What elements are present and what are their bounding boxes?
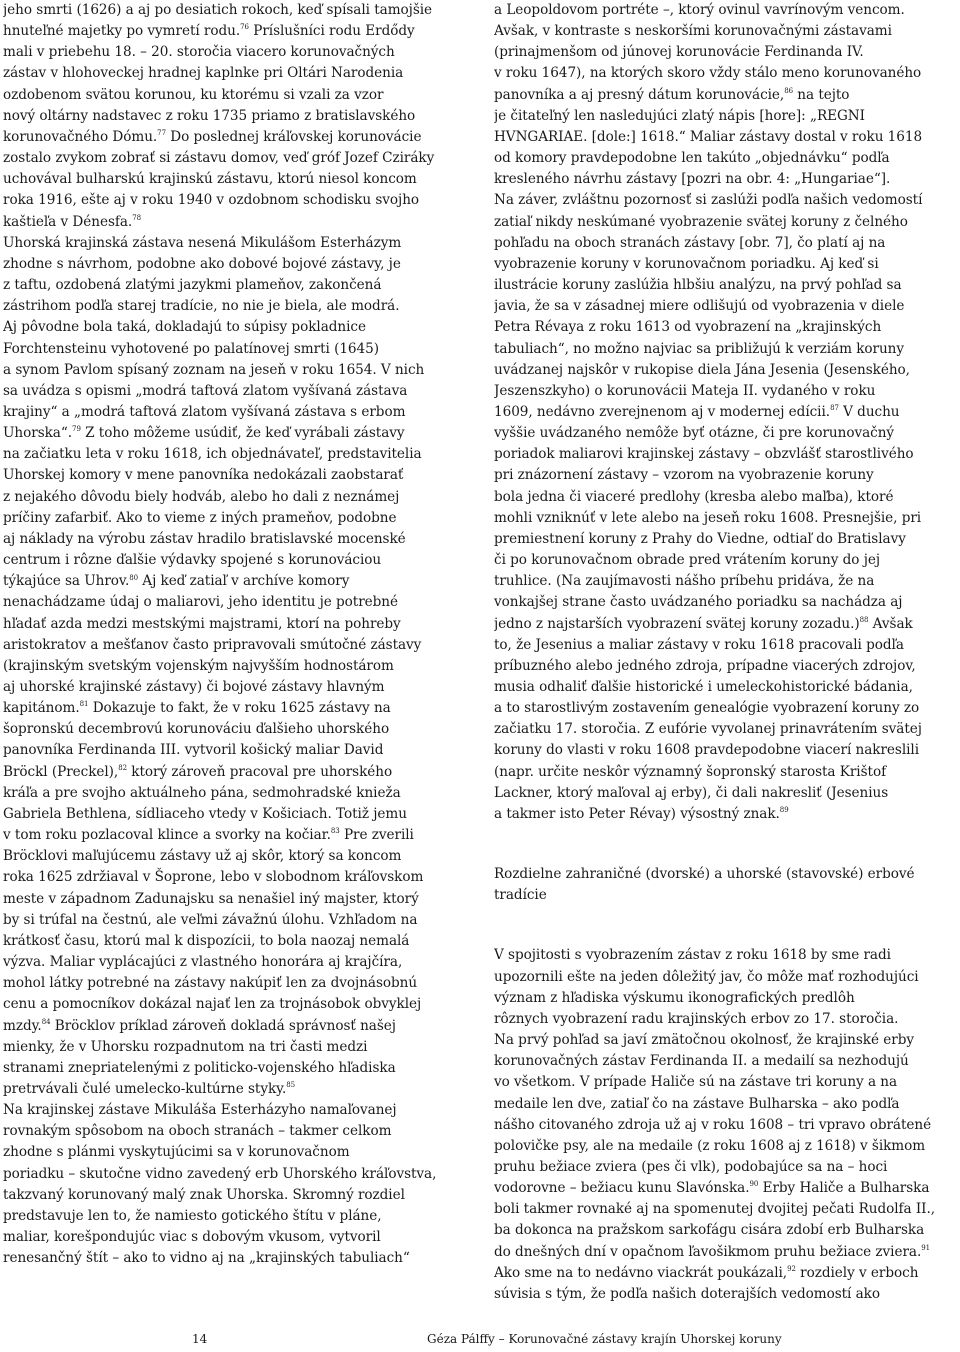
text-run: Dokazuje to fakt, že v roku 1625 zástavy na šopronskú decembrovú korunováciu ďalšieho uhorského panovníka Ferdinanda III. vytvoril košický maliar David Bröckl (Preckel), — [3, 700, 391, 780]
footnote-ref[interactable]: 92 — [787, 1265, 796, 1274]
paragraph — [3, 233, 469, 1100]
footnote-ref[interactable]: 89 — [779, 806, 789, 815]
text-run: Do poslednej kráľovskej korunovácie zostalo zvykom zobrať si zástavu domov, veď gróf Jozef Cziráky uchovával bulharskú krajinskú zástavu, ktorú niesol koncom roka 1916, ešte aj v roku 1940 v ozdobnom schodisku svojho kaštieľa v Dénesfa. — [3, 128, 435, 230]
text-run: ktorý zároveň pracoval pre uhorského kráľa a pre svojho aktuálneho pána, sedmohradské knieža Gabriela Bethlena, sídliaceho vtedy v Košiciach. Totiž jemu v tom roku pozlacoval klince a svorky na kočiar. — [3, 763, 407, 844]
text-run: Na krajinskej zástave Mikuláša Esterházyho namaľovanej rovnakým spôsobom na oboch stranách – takmer celkom zhodne s plánmi vyskytujúcimi sa v korunovačnom poriadku – skutočne vidno zavedený erb Uhorského kráľovstva, takzvaný korunovaný malý znak Uhorska. Skromný rozdiel predstavuje len to, že namiesto gotického štítu v pláne, maliar, korešpondujúc viac s dobovým vkusom, vytvoril renesančný štít – ako to vidno aj na „krajinských tabuliach“ — [3, 1102, 437, 1267]
page-number: 14 — [192, 1332, 208, 1346]
page-footer — [0, 1332, 960, 1352]
spacer — [494, 906, 958, 945]
text-run: Erby Haliče a Bulharska boli takmer rovnaké aj na spomenutej dvojitej pečati Rudolfa II., ba dokonca na pražskom sarkofágu cisára zdobí erb Bulharska do dnešných dní v opačnom ľavošikmom pruhu bežiace zviera. — [494, 1180, 936, 1260]
right-column — [494, 0, 958, 1305]
footnote-ref[interactable]: 87 — [830, 404, 839, 413]
footnote-ref[interactable]: 83 — [330, 827, 340, 836]
footnote-ref[interactable]: 76 — [240, 23, 249, 32]
text-run: Ako sme na to nedávno viackrát poukázali, — [494, 1264, 788, 1281]
left-column — [3, 0, 469, 1269]
paragraph — [3, 1100, 469, 1269]
text-run: Bröcklov príklad zároveň dokladá správnosť našej mienky, že v Uhorsku rozpadnutom na tri časti medzi stranami znepriatelenými z politicko-vojenského hľadiska pretrvávali čulé umelecko-kultúrne styky. — [3, 1017, 396, 1097]
footnote-ref[interactable]: 82 — [118, 763, 128, 772]
text-run: na tejto je čitateľný len nasledujúci zlatý nápis [hore]: „REGNI HVNGARIAE. [dole:] 1618.“ Maliar zástavy dostal v roku 1618 od komory pravdepodobne len takúto „objednávku“ podľa kresleného návrhu zástavy [pozri na obr. 4: „Hungariae“]. Na záver, zvláštnu pozornosť si zaslúži podľa našich vedomostí zatiaľ nikdy neskúmané vyobrazenie svätej koruny z čelného pohľadu na oboch stranách zástavy [obr. 7], čo platí aj na vyobrazenie koruny v korunovačnom poriadku. Aj keď si ilustrácie koruny zaslúžia hlbšiu analýzu, na prvý pohľad sa javia, že sa v zásadnej miere odlišujú od vyobrazenia v diele Petra Révaya z roku 1613 od vyobrazení na „krajinských tabuliach“, no možno najviac sa približujú k verziám koruny uvádzanej najskôr v rukopise diela Jána Jesenia (Jesenského, Jeszenszkyho) o korunovácii Mateja II. vydaného v roku 1609, nedávno zverejnenom aj v modernej edícii. — [494, 86, 923, 420]
paragraph — [3, 0, 469, 233]
text-run: Pre zverili Bröcklovi maľujúcemu zástavy už aj skôr, ktorý sa koncom roka 1625 zdržiaval v Šoprone, lebo v slobodnom kráľovskom meste v západnom Zadunajsku sa nenašiel iný majster, ktorý by si trúfal na čestnú, ale veľmi závažnú úlohu. Vzhľadom na krátkosť času, ktorú mal k dispozícii, to bola naozaj nemalá výzva. Maliar vyplácajúci z vlastného honorára aj krajčíra, mohol látky potrebné na zástavy nakúpiť len za dvojnásobnú cenu a pomocníkov dokázal najať len za trojnásobok obvyklej mzdy. — [3, 827, 424, 1034]
text-run: Avšak to, že Jesenius a maliar zástavy v roku 1618 pracovali podľa príbuzného alebo jedného zdroja, prípadne viacerých zdrojov, musia odhaliť ďalšie historické i umeleckohistorické bádania, a to starostlivým zostavením genealógie vyobrazení koruny zo začiatku 17. storočia. Z eufórie vyvolanej prinavrátením svätej koruny do vlasti v roku 1608 pravdepodobne viacerí nakreslili (napr. určite neskôr významný šopronský starosta Krištof Lackner, ktorý maľoval aj erby), či dali nakresliť (Jesenius a takmer isto Peter Révay) výsostný znak. — [494, 615, 922, 822]
text-run: V spojitosti s vyobrazením zástav z roku 1618 by sme radi upozornili ešte na jeden dôležitý jav, čo môže mať rozhodujúci význam z hľadiska výskumu ikonografických predlôh rôznych vyobrazení radu krajinských erbov zo 17. storočia. Na prvý pohľad sa javí zmätočnou okolnosť, že krajinské erby korunovačných zástav Ferdinanda II. a medailí sa nezhodujú vo všetkom. V prípade Haliče sú na zástave tri koruny a na medaile len dve, zatiaľ čo na zástave Bulharska – ako podľa nášho citovaného zdroja už aj v roku 1608 – tri vpravo obrátené polovičke psy, ale na medaile (z roku 1608 aj z 1618) v šikmom pruhu bežiace zviera (pes či vlk), podobajúce sa na – hoci vodorovne – bežiacu kunu Slavónska. — [494, 947, 932, 1197]
text-run: a Leopoldovom portréte –, ktorý ovinul vavrínovým vencom. Avšak, v kontraste s neskoršími korunovačnými zástavami (prinajmenšom od júnovej korunovácie Ferdinanda IV. v roku 1647), na ktorých skoro vždy stálo meno korunovaného panovníka a aj presný dátum korunovácie, — [494, 2, 922, 103]
paragraph — [494, 0, 958, 825]
text-run: Uhorská krajinská zástava nesená Mikulášom Esterházym zhodne s návrhom, podobne ako dobové bojové zástavy, je z taftu, ozdobená zlatými jazykmi plameňov, zakončená zástrihom podľa starej tradície, no nie je biela, ale modrá. Aj pôvodne bola taká, dokladajú to súpisy pokladnice Forchtensteinu vyhotovené po palatínovej smrti (1645) a synom Pavlom spísaný zoznam na jeseň v roku 1654. V nich sa uvádza s opismi „modrá taftová zlatom vyšívaná zástava krajiny“ a „modrá taftová zlatom vyšívaná zástava s erbom Uhorska“. — [3, 234, 425, 442]
text-run: Aj keď zatiaľ v archíve komory nenachádzame údaj o maliarovi, jeho identitu je potrebné hľadať azda medzi mestskými majstrami, ktorí na pohreby aristokratov a mešťanov často pripravovali smútočné zástavy (krajinským svetským vojenským najvyšším hodnostárom aj uhorské krajinské zástavy) či bojové zástavy hlavným kapitánom. — [3, 573, 422, 717]
footnote-ref[interactable]: 80 — [129, 573, 139, 582]
text-run: rozdiely v erboch súvisia s tým, že podľa našich doterajších vedomostí ako — [494, 1264, 919, 1302]
footnote-ref[interactable]: 84 — [41, 1017, 51, 1026]
footnote-ref[interactable]: 79 — [72, 425, 81, 434]
running-title: Géza Pálffy – Korunovačné zástavy krajín Uhorskej koruny — [427, 1332, 782, 1346]
footnote-ref[interactable]: 81 — [79, 700, 89, 709]
footnote-ref[interactable]: 86 — [784, 86, 794, 95]
footnote-ref[interactable]: 88 — [859, 615, 869, 624]
section-heading: Rozdielne zahraničné (dvorské) a uhorské (stavovské) erbové tradície — [494, 866, 915, 904]
paragraph — [494, 945, 958, 1305]
text-run: jeho smrti (1626) a aj po desiatich rokoch, keď spísali tamojšie hnuteľné majetky po vymretí rodu. — [3, 2, 433, 40]
footnote-ref[interactable]: 90 — [749, 1180, 759, 1189]
text-run: Príslušníci rodu Erdődy mali v priebehu 18. – 20. storočia viacero korunovačných zástav v hlohoveckej hradnej kaplnke pri Oltári Narodenia ozdobenom svätou korunou, ku ktorému si vzali za vzor nový oltárny nadstavec z roku 1735 priamo z bratislavského korunovačného Dómu. — [3, 23, 416, 145]
spacer — [494, 825, 958, 864]
footnote-ref[interactable]: 85 — [286, 1081, 296, 1090]
text-run: V duchu vyššie uvádzaného nemôže byť otázne, či pre korunovačný poriadok maliarovi krajinskej zástavy – obzvlášť starostlivého pri znázornení zástavy – vzorom na vyobrazenie koruny bola jedna či viaceré predlohy (kresba alebo maľba), ktoré mohli vzniknúť v lete alebo na jeseň roku 1608. Presnejšie, pri premiestnení koruny z Prahy do Viedne, odtiaľ do Bratislavy či po korunovačnom obrade pred vrátením koruny do jej truhlice. (Na zaujímavosti nášho príbehu pridáva, že na vonkajšej strane často uvádzaného poriadku sa nachádza aj jedno z najstarších vyobrazení svätej koruny zozadu.) — [494, 403, 922, 632]
footnote-ref[interactable]: 77 — [157, 129, 166, 138]
text-run: Z toho môžeme usúdiť, že keď vyrábali zástavy na začiatku leta v roku 1618, ich objednávateľ, predstavitelia Uhorskej komory v mene panovníka nedokázali zaobstarať z nejakého dôvodu biely hodváb, alebo ho dali z neznámej príčiny zafarbiť. Ako to vieme z iných prameňov, podobne aj náklady na výrobu zástav hradilo bratislavské mocenské centrum i rôzne ďalšie výdavky spojené s korunováciou týkajúce sa Uhrov. — [3, 425, 422, 590]
footnote-ref[interactable]: 78 — [132, 213, 141, 222]
footnote-ref[interactable]: 91 — [921, 1243, 931, 1252]
